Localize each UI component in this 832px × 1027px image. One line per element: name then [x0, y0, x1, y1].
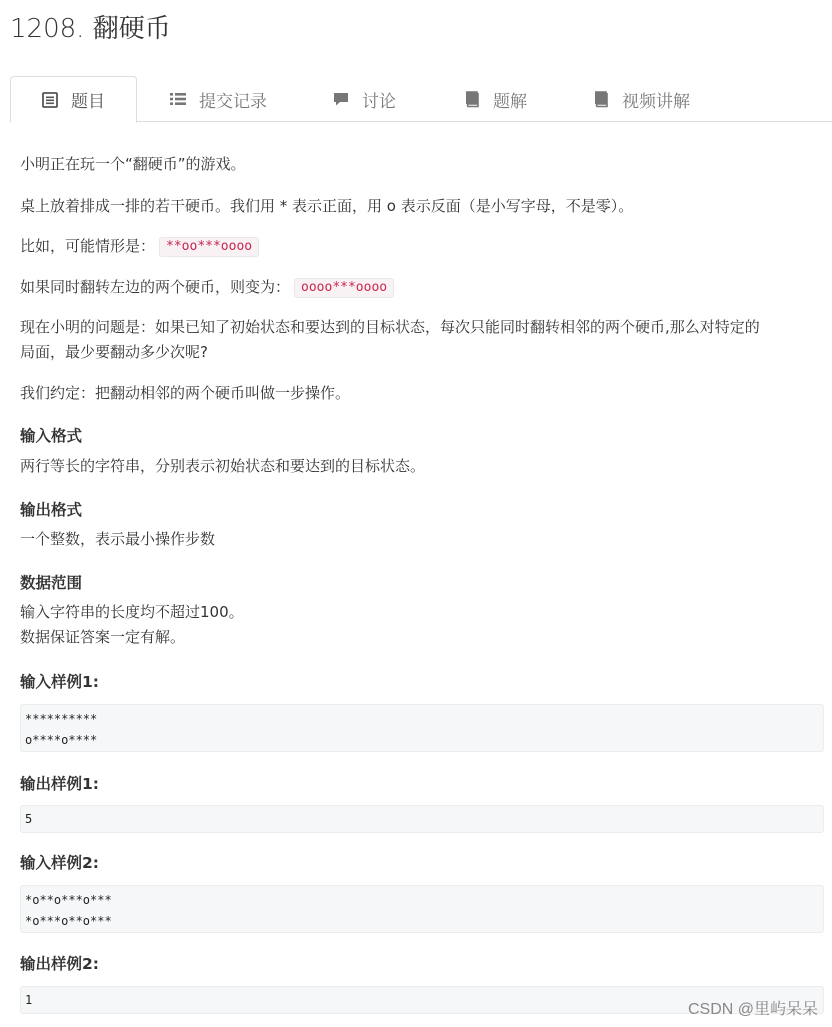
tab-label: 提交记录: [199, 91, 267, 112]
tab-label: 题解: [493, 91, 527, 112]
output-format-heading: 输出格式: [20, 501, 83, 519]
tab-problem[interactable]: [10, 76, 137, 123]
tab-discussion[interactable]: [332, 76, 396, 122]
example-code: **oo***oooo: [159, 237, 259, 257]
sample-input-2-block[interactable]: *o**o***o*** *o***o**o***: [20, 885, 824, 933]
input-format-text: 两行等长的字符串，分别表示初始状态和要达到的目标状态。: [20, 457, 426, 475]
sample-output-1-heading: 输出样例1:: [20, 775, 99, 793]
sample-input-1-heading: 输入样例1:: [20, 673, 99, 691]
sample-input-2-heading: 输入样例2:: [20, 854, 99, 872]
sample-output-1-block[interactable]: 5: [20, 805, 824, 833]
bulleted-list-icon: [169, 90, 187, 108]
tab-submissions[interactable]: [169, 76, 267, 122]
tab-label: 视频讲解: [622, 91, 690, 112]
list-icon: [41, 91, 59, 109]
comment-icon: [332, 90, 350, 108]
problem-intro: 小明正在玩一个“翻硬币”的游戏。: [20, 155, 246, 173]
tab-solutions[interactable]: [463, 76, 527, 122]
book-icon: [463, 90, 481, 108]
question-line-1: 现在小明的问题是：如果已知了初始状态和要达到的目标状态，每次只能同时翻转相邻的两个硬币,那么对特定的: [20, 318, 760, 336]
example-prefix: 比如，可能情形是：: [20, 237, 156, 255]
tab-bar: [10, 76, 832, 122]
flip-code: oooo***oooo: [294, 278, 394, 298]
problem-description: 桌上放着排成一排的若干硬币。我们用 * 表示正面，用 o 表示反面（是小写字母，不是零）。: [20, 197, 634, 215]
input-format-heading: 输入格式: [20, 427, 83, 445]
agreement-text: 我们约定：把翻动相邻的两个硬币叫做一步操作。: [20, 384, 351, 402]
data-range-line-2: 数据保证答案一定有解。: [20, 628, 186, 646]
flip-line: [20, 275, 394, 299]
page-title: 1208. 翻硬币: [10, 14, 171, 44]
question-line-2: 局面，最少要翻动多少次呢?: [20, 343, 208, 361]
output-format-text: 一个整数，表示最小操作步数: [20, 530, 216, 548]
sample-output-2-block[interactable]: 1: [20, 986, 824, 1014]
tab-label: 题目: [71, 92, 105, 112]
watermark: CSDN @里屿呆呆: [687, 1001, 818, 1018]
data-range-line-1: 输入字符串的长度均不超过100。: [20, 603, 244, 621]
example-line: [20, 234, 259, 258]
data-range-heading: 数据范围: [20, 574, 83, 592]
book-icon: [592, 90, 610, 108]
sample-output-2-heading: 输出样例2:: [20, 955, 99, 973]
sample-input-1-block[interactable]: ********** o****o****: [20, 704, 824, 752]
tab-video[interactable]: [592, 76, 690, 122]
tab-label: 讨论: [362, 91, 396, 112]
flip-prefix: 如果同时翻转左边的两个硬币，则变为：: [20, 278, 291, 296]
